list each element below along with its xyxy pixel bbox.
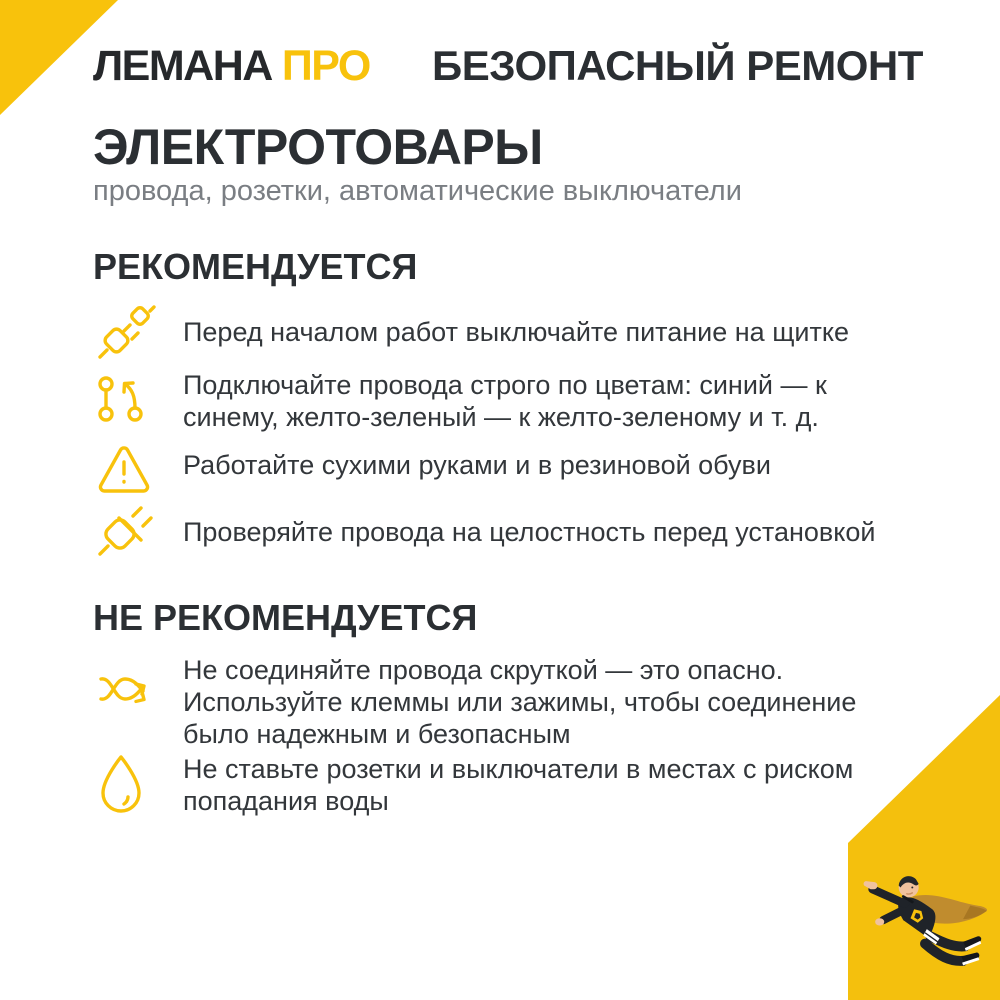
section-heading-not-recommended: НЕ РЕКОМЕНДУЕТСЯ [93, 597, 478, 638]
section-heading-recommended: РЕКОМЕНДУЕТСЯ [93, 246, 418, 287]
warning-triangle-icon [95, 443, 153, 495]
tip-text: Работайте сухими руками и в резиновой обуви [183, 450, 771, 480]
tip-text: Не ставьте розетки и выключатели в местах с риском попадания воды [183, 754, 854, 816]
brand-logo [93, 42, 370, 91]
wires-color-match-icon [95, 374, 151, 426]
twisted-wires-icon [95, 666, 153, 714]
page-title: ЭЛЕКТРОТОВАРЫ [93, 119, 543, 175]
page-subtitle: провода, розетки, автоматические выключатели [93, 175, 742, 207]
plug-integrity-icon [95, 502, 159, 560]
tip-text: Подключайте провода строго по цветам: синий — к синему, желто-зеленый — к желто-зеленому и т. д. [183, 370, 827, 432]
tip-text: Проверяйте провода на целостность перед установкой [183, 517, 876, 547]
water-drop-icon [95, 752, 147, 814]
brand-logo-primary: ЛЕМАНА [93, 42, 272, 90]
tip-text: Не соединяйте провода скруткой — это опасно. Используйте клеммы или зажимы, чтобы соединение было надежным и безопасным [183, 655, 857, 749]
plug-disconnected-icon [95, 303, 157, 365]
flying-superhero-illustration [850, 853, 1000, 998]
tip-text: Перед началом работ выключайте питание на щитке [183, 317, 849, 347]
brand-logo-accent: ПРО [281, 42, 370, 90]
poster-header-title: БЕЗОПАСНЫЙ РЕМОНТ [432, 42, 923, 89]
